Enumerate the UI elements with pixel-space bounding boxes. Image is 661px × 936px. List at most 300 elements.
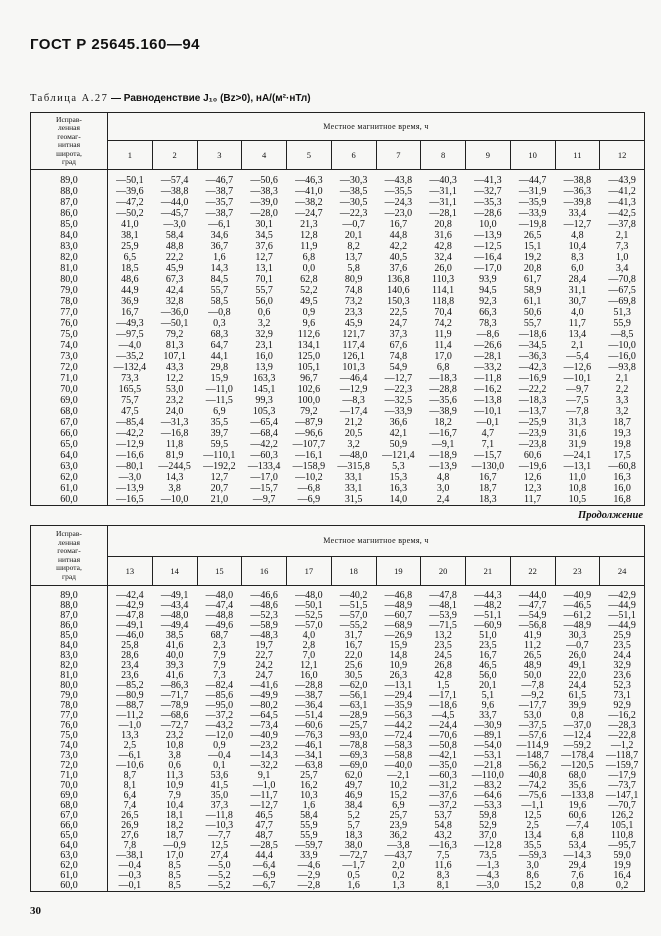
value-cell: —47,8: [429, 591, 457, 601]
value-cell: 10,9: [165, 781, 184, 791]
value-cell: 16,0: [300, 671, 318, 681]
value-cell: 20,8: [523, 263, 542, 274]
value-cell: —51,4: [295, 711, 323, 721]
value-cell: —86,3: [160, 681, 189, 691]
value-cell: 126,1: [342, 351, 365, 362]
value-cell: 35,5: [523, 841, 542, 851]
table-row: [31, 263, 645, 274]
value-cell: 3,2: [257, 318, 271, 329]
table-row: [31, 691, 645, 701]
value-cell: —0,1: [108, 881, 153, 892]
value-cell: —4,5: [431, 711, 455, 721]
value-cell: 23,2: [165, 395, 184, 406]
value-cell: —7,7: [208, 831, 231, 841]
latitude-cell: 72,0: [31, 761, 108, 771]
value-cell: 16,0: [600, 483, 645, 494]
value-cell: —5,0: [208, 861, 231, 871]
latitude-cell: 81,0: [31, 263, 108, 274]
value-cell: 55,9: [600, 318, 645, 329]
value-cell: 37,3: [210, 801, 229, 811]
value-cell: —95,7: [600, 841, 645, 851]
table-row: [31, 241, 645, 252]
value-cell: —32,2: [250, 761, 278, 771]
latitude-cell: 82,0: [31, 661, 108, 671]
table-row: [31, 439, 645, 450]
value-cell: 21,2: [344, 417, 363, 428]
table-row: [31, 296, 645, 307]
value-cell: 28,6: [121, 651, 139, 661]
value-cell: —35,5: [384, 186, 413, 197]
table-row: [31, 472, 645, 483]
latitude-column-header: Исправ- ленная геомаг- нитная широта, град: [31, 113, 108, 170]
value-cell: —69,8: [600, 296, 645, 307]
value-cell: 26,5: [523, 230, 542, 241]
value-cell: —24,3: [384, 197, 413, 208]
value-cell: —56,8: [518, 621, 547, 631]
value-cell: —11,7: [250, 791, 278, 801]
value-cell: 30,7: [568, 296, 587, 307]
value-cell: —1,0: [118, 721, 142, 731]
value-cell: 53,7: [434, 811, 452, 821]
value-cell: —3,0: [118, 472, 142, 483]
value-cell: 16,0: [255, 351, 273, 362]
value-cell: 19,3: [600, 428, 645, 439]
latitude-cell: 73,0: [31, 751, 108, 761]
value-cell: 26,9: [121, 821, 139, 831]
latitude-cell: 60,0: [31, 881, 108, 892]
value-cell: —12,7: [250, 801, 278, 811]
value-cell: 44,4: [255, 851, 273, 861]
table-row: [31, 721, 645, 731]
value-cell: —40,3: [429, 175, 457, 186]
value-cell: 8,1: [421, 881, 466, 892]
value-cell: 8,3: [436, 871, 450, 881]
value-cell: 121,7: [342, 329, 365, 340]
value-cell: 136,8: [387, 274, 410, 285]
value-cell: 2,1: [571, 340, 584, 351]
value-cell: —45,7: [160, 208, 189, 219]
value-cell: —69,3: [339, 751, 368, 761]
value-cell: —6,1: [208, 219, 231, 230]
latitude-cell: 70,0: [31, 384, 108, 395]
value-cell: —56,3: [384, 711, 413, 721]
value-cell: —28,8: [295, 681, 323, 691]
value-cell: —13,7: [518, 406, 547, 417]
table-row: [31, 671, 645, 681]
value-cell: 10,5: [555, 494, 600, 506]
value-cell: 47,7: [255, 821, 273, 831]
value-cell: —4,3: [476, 871, 500, 881]
value-cell: —33,2: [474, 362, 502, 373]
value-cell: —48,1: [429, 601, 457, 611]
value-cell: 16,7: [479, 472, 497, 483]
value-cell: —19,6: [518, 461, 547, 472]
value-cell: 22,5: [389, 307, 408, 318]
value-cell: —93,0: [339, 731, 368, 741]
value-cell: 3,0: [526, 861, 539, 871]
value-cell: —1,7: [342, 861, 365, 871]
value-cell: 64,7: [210, 340, 229, 351]
value-cell: —38,5: [339, 186, 368, 197]
value-cell: —63,8: [295, 761, 323, 771]
value-cell: —37,6: [429, 791, 457, 801]
value-cell: 43,2: [434, 831, 452, 841]
value-cell: —33,9: [518, 208, 547, 219]
value-cell: 19,7: [255, 641, 273, 651]
value-cell: 31,1: [568, 285, 587, 296]
latitude-cell: 80,0: [31, 681, 108, 691]
value-cell: —11,8: [474, 373, 502, 384]
latitude-cell: 89,0: [31, 175, 108, 186]
value-cell: 12,3: [523, 483, 542, 494]
value-cell: 18,3: [344, 831, 363, 841]
value-cell: 6,8: [302, 252, 316, 263]
latitude-cell: 81,0: [31, 671, 108, 681]
value-cell: 102,6: [297, 384, 321, 395]
value-cell: —60,3: [429, 771, 457, 781]
value-cell: —48,9: [384, 601, 413, 611]
value-cell: —3,0: [163, 219, 186, 230]
value-cell: 10,3: [300, 791, 318, 801]
value-cell: —107,7: [292, 439, 326, 450]
hour-column-header: 18: [331, 557, 376, 586]
value-cell: 56,0: [479, 671, 497, 681]
value-cell: —60,8: [600, 461, 645, 472]
latitude-cell: 82,0: [31, 252, 108, 263]
table-row: [31, 751, 645, 761]
value-cell: 105,1: [600, 821, 645, 831]
latitude-cell: 88,0: [31, 186, 108, 197]
table-row: [31, 641, 645, 651]
value-cell: 1,3: [376, 881, 421, 892]
value-cell: 25,6: [344, 661, 363, 671]
value-cell: 16,7: [344, 641, 363, 651]
value-cell: 9,6: [302, 318, 316, 329]
value-cell: 37,6: [255, 241, 273, 252]
value-cell: —57,6: [518, 731, 547, 741]
value-cell: —9,1: [431, 439, 455, 450]
value-cell: —4,0: [118, 340, 142, 351]
value-cell: 118,8: [432, 296, 455, 307]
value-cell: —46,1: [295, 741, 323, 751]
value-cell: —28,5: [250, 841, 278, 851]
value-cell: —17,0: [250, 472, 278, 483]
value-cell: —49,1: [160, 591, 189, 601]
value-cell: 19,2: [523, 252, 542, 263]
table-row: [31, 821, 645, 831]
value-cell: 14,0: [376, 494, 421, 506]
value-cell: 7,6: [571, 871, 584, 881]
value-cell: 0,9: [213, 741, 226, 751]
table-row: [31, 395, 645, 406]
table-row: [31, 611, 645, 621]
value-cell: 27,6: [121, 831, 139, 841]
value-cell: 58,5: [210, 296, 229, 307]
table-row: [31, 811, 645, 821]
value-cell: —78,8: [339, 741, 368, 751]
value-cell: 25,9: [121, 241, 139, 252]
value-cell: —78,9: [160, 701, 189, 711]
value-cell: 4,0: [302, 631, 316, 641]
value-cell: —41,3: [600, 197, 645, 208]
hour-column-header: 15: [197, 557, 242, 586]
value-cell: —44,3: [474, 591, 502, 601]
hour-column-header: 24: [600, 557, 645, 586]
data-table-hours-1-12: [30, 112, 645, 506]
value-cell: 39,3: [165, 661, 184, 671]
value-cell: —13,9: [429, 461, 457, 472]
value-cell: —2,9: [297, 871, 321, 881]
latitude-cell: 64,0: [31, 841, 108, 851]
value-cell: 44,1: [210, 351, 229, 362]
value-cell: —110,1: [203, 450, 236, 461]
value-cell: 126,2: [600, 811, 645, 821]
value-cell: 46,9: [344, 791, 363, 801]
latitude-cell: 86,0: [31, 208, 108, 219]
value-cell: 92,9: [600, 701, 645, 711]
table-row: [31, 428, 645, 439]
value-cell: 23,3: [344, 307, 363, 318]
value-cell: —67,5: [600, 285, 645, 296]
value-cell: 18,3: [466, 494, 511, 506]
value-cell: —63,1: [339, 701, 368, 711]
value-cell: 9,1: [257, 771, 271, 781]
value-cell: 0,3: [213, 318, 226, 329]
latitude-cell: 79,0: [31, 285, 108, 296]
value-cell: 51,0: [479, 631, 497, 641]
value-cell: —50,2: [116, 208, 144, 219]
value-cell: —58,8: [384, 751, 413, 761]
value-cell: 10,8: [568, 483, 587, 494]
value-cell: 19,9: [600, 861, 645, 871]
value-cell: 12,1: [300, 661, 318, 671]
value-cell: —53,3: [474, 801, 502, 811]
value-cell: —30,9: [474, 721, 502, 731]
value-cell: —12,4: [563, 731, 592, 741]
value-cell: —31,1: [429, 186, 457, 197]
value-cell: —36,3: [518, 351, 547, 362]
value-cell: 17,0: [434, 351, 452, 362]
value-cell: —52,3: [250, 611, 278, 621]
value-cell: 42,4: [165, 285, 184, 296]
value-cell: —89,1: [474, 731, 502, 741]
value-cell: 32,4: [434, 252, 452, 263]
value-cell: —244,5: [158, 461, 191, 472]
value-cell: 54,9: [389, 362, 408, 373]
value-cell: 26,8: [434, 661, 452, 671]
value-cell: —50,8: [429, 741, 457, 751]
value-cell: 7,5: [436, 851, 450, 861]
table-row: [31, 362, 645, 373]
value-cell: 37,3: [389, 329, 408, 340]
value-cell: —41,2: [600, 186, 645, 197]
value-cell: 60,6: [568, 811, 587, 821]
value-cell: —12,0: [205, 731, 234, 741]
value-cell: —80,2: [250, 701, 278, 711]
value-cell: —12,6: [563, 362, 592, 373]
value-cell: —42,2: [250, 439, 278, 450]
value-cell: 2,4: [421, 494, 466, 506]
value-cell: —73,4: [250, 721, 278, 731]
value-cell: 59,5: [210, 439, 229, 450]
value-cell: —130,0: [471, 461, 505, 472]
value-cell: 6,4: [123, 791, 137, 801]
latitude-cell: 69,0: [31, 791, 108, 801]
value-cell: 10,8: [165, 741, 184, 751]
hour-column-header: 22: [510, 557, 555, 586]
value-cell: 36,9: [121, 296, 139, 307]
value-cell: 52,9: [479, 821, 497, 831]
value-cell: —36,4: [295, 701, 323, 711]
latitude-cell: 72,0: [31, 362, 108, 373]
value-cell: —16,2: [600, 711, 645, 721]
value-cell: 1,6: [302, 801, 316, 811]
value-cell: 70,1: [255, 274, 273, 285]
value-cell: 18,7: [165, 831, 184, 841]
value-cell: 3,2: [600, 406, 645, 417]
value-cell: 3,8: [168, 751, 181, 761]
table-row: [31, 373, 645, 384]
value-cell: —110,0: [471, 771, 504, 781]
value-cell: —48,0: [160, 611, 189, 621]
value-cell: 1,6: [213, 252, 226, 263]
value-cell: 110,3: [432, 274, 455, 285]
value-cell: 37,0: [479, 831, 497, 841]
value-cell: —93,8: [600, 362, 645, 373]
table-row: [31, 417, 645, 428]
value-cell: 36,7: [210, 241, 229, 252]
value-cell: —31,1: [429, 197, 457, 208]
value-cell: —42,5: [600, 208, 645, 219]
latitude-cell: 84,0: [31, 641, 108, 651]
value-cell: 35,5: [210, 417, 229, 428]
value-cell: —0,8: [208, 307, 231, 318]
value-cell: 23,5: [600, 641, 645, 651]
value-cell: —34,1: [295, 751, 323, 761]
value-cell: —22,3: [339, 208, 368, 219]
table-row: [31, 681, 645, 691]
value-cell: 67,3: [165, 274, 184, 285]
latitude-cell: 88,0: [31, 601, 108, 611]
value-cell: 16,3: [600, 472, 645, 483]
value-cell: 58,4: [300, 811, 318, 821]
value-cell: —72,4: [384, 731, 413, 741]
table-row: [31, 781, 645, 791]
value-cell: 96,7: [300, 373, 318, 384]
value-cell: —0,1: [476, 417, 500, 428]
value-cell: 110,8: [600, 831, 645, 841]
value-cell: 23,5: [434, 641, 452, 651]
value-cell: 11,8: [166, 439, 184, 450]
value-cell: —159,7: [600, 761, 645, 771]
value-cell: 84,5: [210, 274, 229, 285]
value-cell: —60,6: [295, 721, 323, 731]
value-cell: —121,4: [382, 450, 415, 461]
value-cell: 19,6: [568, 801, 587, 811]
value-cell: 61,7: [523, 274, 542, 285]
value-cell: —158,9: [292, 461, 326, 472]
value-cell: 16,4: [600, 871, 645, 881]
value-cell: —6,8: [297, 483, 321, 494]
value-cell: —22,8: [600, 731, 645, 741]
value-cell: —85,6: [205, 691, 234, 701]
value-cell: 11,6: [434, 861, 452, 871]
value-cell: 43,3: [165, 362, 184, 373]
value-cell: 23,1: [255, 340, 273, 351]
latitude-cell: 62,0: [31, 472, 108, 483]
value-cell: 7,9: [168, 791, 181, 801]
value-cell: 59,0: [600, 851, 645, 861]
value-cell: 13,2: [434, 631, 452, 641]
value-cell: —39,8: [563, 197, 592, 208]
value-cell: —3,0: [466, 881, 511, 892]
value-cell: —12,8: [474, 841, 502, 851]
value-cell: 42,1: [389, 428, 408, 439]
value-cell: 4,8: [436, 472, 450, 483]
value-cell: 24,2: [255, 661, 273, 671]
value-cell: —8,3: [342, 395, 365, 406]
value-cell: 68,3: [210, 329, 229, 340]
value-cell: —44,9: [600, 601, 645, 611]
value-cell: —61,2: [563, 611, 592, 621]
value-cell: 25,9: [600, 631, 645, 641]
value-cell: —44,2: [384, 721, 413, 731]
value-cell: 42,2: [389, 241, 408, 252]
value-cell: —44,7: [518, 175, 547, 186]
value-cell: 117,4: [342, 340, 365, 351]
value-cell: —65,4: [250, 417, 278, 428]
value-cell: 28,4: [568, 274, 587, 285]
value-cell: —9,7: [566, 384, 589, 395]
latitude-cell: 87,0: [31, 611, 108, 621]
value-cell: —54,0: [474, 741, 502, 751]
table-row: [31, 494, 645, 506]
table-caption-label: Таблица А.27: [30, 93, 109, 104]
value-cell: 74,8: [344, 285, 363, 296]
value-cell: 6,5: [123, 252, 137, 263]
value-cell: —48,8: [205, 611, 234, 621]
value-cell: 13,7: [344, 252, 363, 263]
latitude-cell: 73,0: [31, 351, 108, 362]
value-cell: 66,3: [479, 307, 497, 318]
value-cell: 62,0: [344, 771, 363, 781]
value-cell: 32,9: [255, 329, 273, 340]
value-cell: 25,8: [121, 641, 139, 651]
latitude-cell: 67,0: [31, 417, 108, 428]
value-cell: —26,6: [474, 340, 502, 351]
hour-column-header: 7: [376, 141, 421, 170]
value-cell: 53,4: [568, 841, 587, 851]
value-cell: 54,8: [434, 821, 452, 831]
value-cell: —68,9: [384, 621, 413, 631]
value-cell: 0,0: [302, 263, 316, 274]
value-cell: —18,3: [429, 373, 457, 384]
value-cell: —15,7: [474, 450, 502, 461]
value-cell: —49,3: [116, 318, 144, 329]
table-row: [31, 601, 645, 611]
value-cell: —48,0: [339, 450, 368, 461]
hour-column-header: 4: [242, 141, 287, 170]
value-cell: 14,3: [210, 263, 229, 274]
table-row: [31, 701, 645, 711]
value-cell: —35,9: [518, 197, 547, 208]
table-row: [31, 406, 645, 417]
value-cell: 32,9: [600, 661, 645, 671]
value-cell: —5,2: [197, 881, 242, 892]
value-cell: 0,9: [302, 307, 316, 318]
latitude-cell: 68,0: [31, 801, 108, 811]
value-cell: 0,8: [571, 711, 584, 721]
